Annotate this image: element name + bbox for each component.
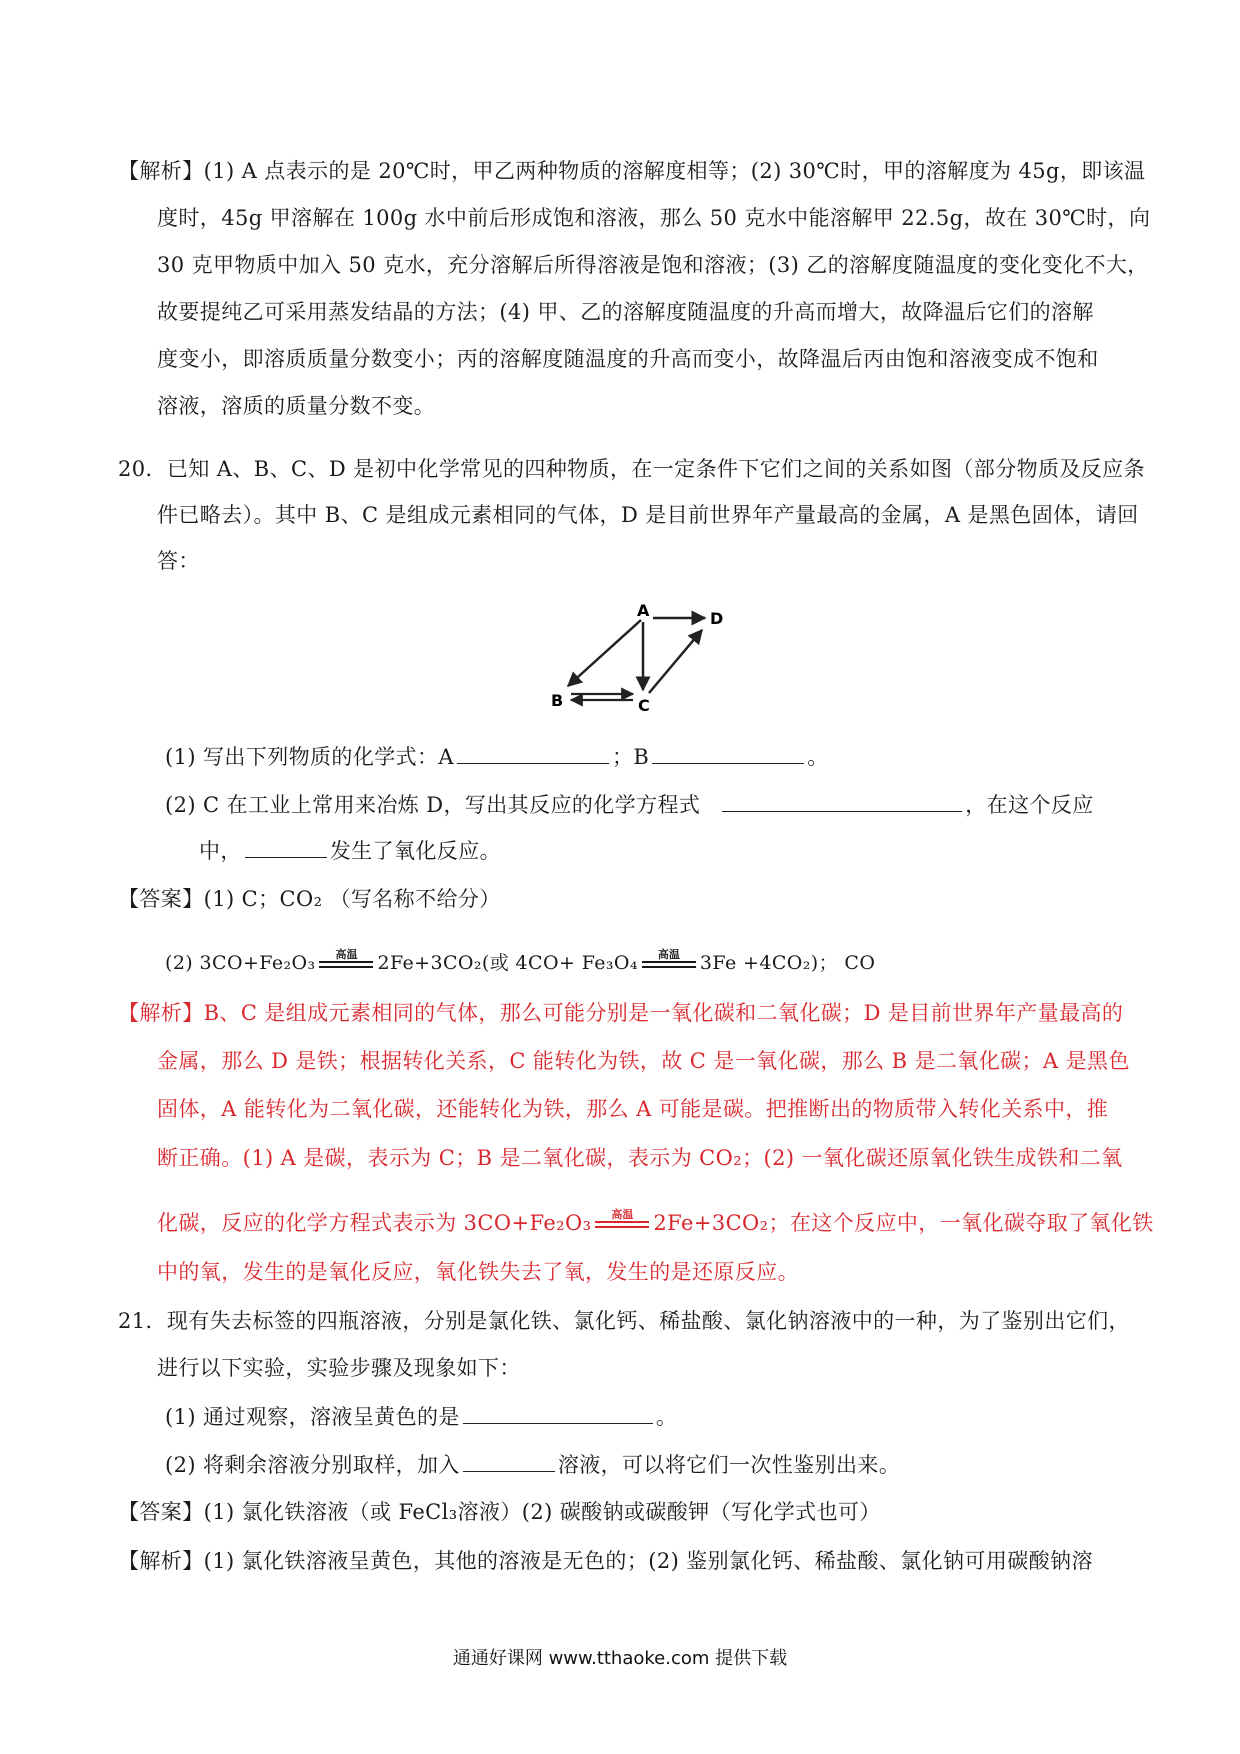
- equation-part: 2Fe+3CO₂(或 4CO+ Fe₃O₄: [377, 952, 638, 974]
- q21-sub1-end: 。: [655, 1405, 678, 1429]
- q19-analysis-line: 度时，45g 甲溶解在 100g 水中前后形成饱和溶液，那么 50 克水中能溶解甲 22.5g，故在 30℃时，向: [157, 206, 1151, 230]
- condition-label: 高温: [611, 1208, 634, 1221]
- q21-sub2-text: 溶液，可以将它们一次性鉴别出来。: [557, 1453, 901, 1477]
- node-c: C: [638, 696, 650, 715]
- analysis-part: 化碳，反应的化学方程式表示为 3CO+Fe₂O₃: [157, 1211, 592, 1235]
- q21-stem-line: 进行以下实验，实验步骤及现象如下：: [157, 1356, 521, 1380]
- q20-answer-1: 【答案】(1) C；CO₂ （写名称不给分）: [118, 887, 501, 911]
- q19-analysis-line: 溶液，溶质的质量分数不变。: [157, 394, 436, 418]
- q19-analysis-line: 度变小，即溶质质量分数变小；丙的溶解度随温度的升高而变小，故降温后丙由饱和溶液变成不饱和: [157, 347, 1099, 371]
- q20-sub2-text: 中，: [199, 839, 242, 863]
- q20-sub1: [165, 741, 829, 772]
- q20-sub2-cont: [199, 835, 501, 866]
- page-footer: 通通好课网 www.tthaoke.com 提供下载: [452, 1648, 788, 1669]
- relation-diagram: [545, 598, 755, 716]
- high-temp-condition: [642, 949, 696, 968]
- equation-part: (2) 3CO+Fe₂O₃: [165, 952, 316, 974]
- q19-analysis-line: 【解析】(1) A 点表示的是 20℃时，甲乙两种物质的溶解度相等；(2) 30℃时，甲的溶解度为 45g，即该温: [118, 159, 1146, 183]
- q21-answer: 【答案】(1) 氯化铁溶液（或 FeCl₃溶液）(2) 碳酸钠或碳酸钾（写化学式也可）: [118, 1500, 881, 1524]
- q20-stem-line: 答：: [157, 549, 200, 573]
- q20-sub1-end: 。: [807, 745, 829, 769]
- q20-sub2-text: 发生了氧化反应。: [329, 839, 502, 863]
- q20-sub1-label-b: ；B: [612, 745, 650, 769]
- high-temp-condition: [595, 1209, 649, 1228]
- q19-analysis-line: 故要提纯乙可采用蒸发结晶的方法；(4) 甲、乙的溶解度随温度的升高而增大，故降温后它们的溶解: [157, 300, 1094, 324]
- q20-analysis-line: 金属，那么 D 是铁；根据转化关系，C 能转化为铁，故 C 是一氧化碳，那么 B 是二氧化碳；A 是黑色: [157, 1049, 1130, 1073]
- q20-stem-line: 20．已知 A、B、C、D 是初中化学常见的四种物质，在一定条件下它们之间的关系如图（部分物质及反应条: [118, 457, 1145, 481]
- equation-part: 3Fe +4CO₂)； CO: [699, 952, 876, 974]
- arrow-a-to-b: [568, 620, 641, 686]
- analysis-part: 2Fe+3CO₂；在这个反应中，一氧化碳夺取了氧化铁: [653, 1211, 1154, 1235]
- q20-analysis-line: 【解析】B、C 是组成元素相同的气体，那么可能分别是一氧化碳和二氧化碳；D 是目前世界年产量最高的: [118, 1001, 1124, 1025]
- q20-answer-2: [165, 948, 875, 978]
- answer-blank-a[interactable]: [457, 741, 609, 764]
- q20-sub1-label-a: (1) 写出下列物质的化学式：A: [165, 745, 454, 769]
- q20-stem-line: 件已略去）。其中 B、C 是组成元素相同的气体，D 是目前世界年产量最高的金属，A 是黑色固体，请回: [157, 503, 1139, 527]
- q21-sub2-text: (2) 将剩余溶液分别取样，加入: [165, 1453, 460, 1477]
- high-temp-condition: [319, 949, 373, 968]
- q20-analysis-line: 中的氧，发生的是氧化反应，氧化铁失去了氧，发生的是还原反应。: [157, 1260, 799, 1284]
- q20-sub2-text: (2) C 在工业上常用来冶炼 D，写出其反应的化学方程式: [165, 793, 701, 817]
- q20-sub2-text: ，在这个反应: [965, 793, 1094, 817]
- node-d: D: [710, 609, 724, 628]
- node-a: A: [637, 601, 650, 620]
- condition-label: 高温: [657, 947, 680, 961]
- q21-stem-line: 21．现有失去标签的四瓶溶液，分别是氯化铁、氯化钙、稀盐酸、氯化钠溶液中的一种，为了鉴别出它们，: [118, 1309, 1130, 1333]
- yellow-solution-blank[interactable]: [463, 1401, 653, 1424]
- node-b: B: [551, 691, 564, 710]
- q20-analysis-line: [157, 1208, 1154, 1238]
- q20-sub2: [165, 789, 1094, 820]
- q21-sub1-text: (1) 通过观察，溶液呈黄色的是: [165, 1405, 460, 1429]
- oxidized-blank[interactable]: [245, 835, 327, 858]
- q20-analysis-line: 断正确。(1) A 是碳，表示为 C；B 是二氧化碳，表示为 CO₂；(2) 一氧化碳还原氧化铁生成铁和二氧: [157, 1146, 1123, 1170]
- reagent-blank[interactable]: [463, 1449, 555, 1472]
- arrow-c-to-d: [649, 630, 702, 693]
- q21-analysis: 【解析】(1) 氯化铁溶液呈黄色，其他的溶液是无色的；(2) 鉴别氯化钙、稀盐酸、氯化钠可用碳酸钠溶: [118, 1549, 1093, 1573]
- answer-blank-b[interactable]: [652, 741, 804, 764]
- q20-analysis-line: 固体，A 能转化为二氧化碳，还能转化为铁，那么 A 可能是碳。把推断出的物质带入转化关系中，推: [157, 1097, 1109, 1121]
- q21-sub2: [165, 1449, 900, 1480]
- equation-blank[interactable]: [722, 789, 962, 812]
- q19-analysis-line: 30 克甲物质中加入 50 克水，充分溶解后所得溶液是饱和溶液；(3) 乙的溶解度随温度的变化变化不大，: [157, 253, 1149, 277]
- q21-sub1: [165, 1401, 677, 1432]
- condition-label: 高温: [335, 947, 358, 961]
